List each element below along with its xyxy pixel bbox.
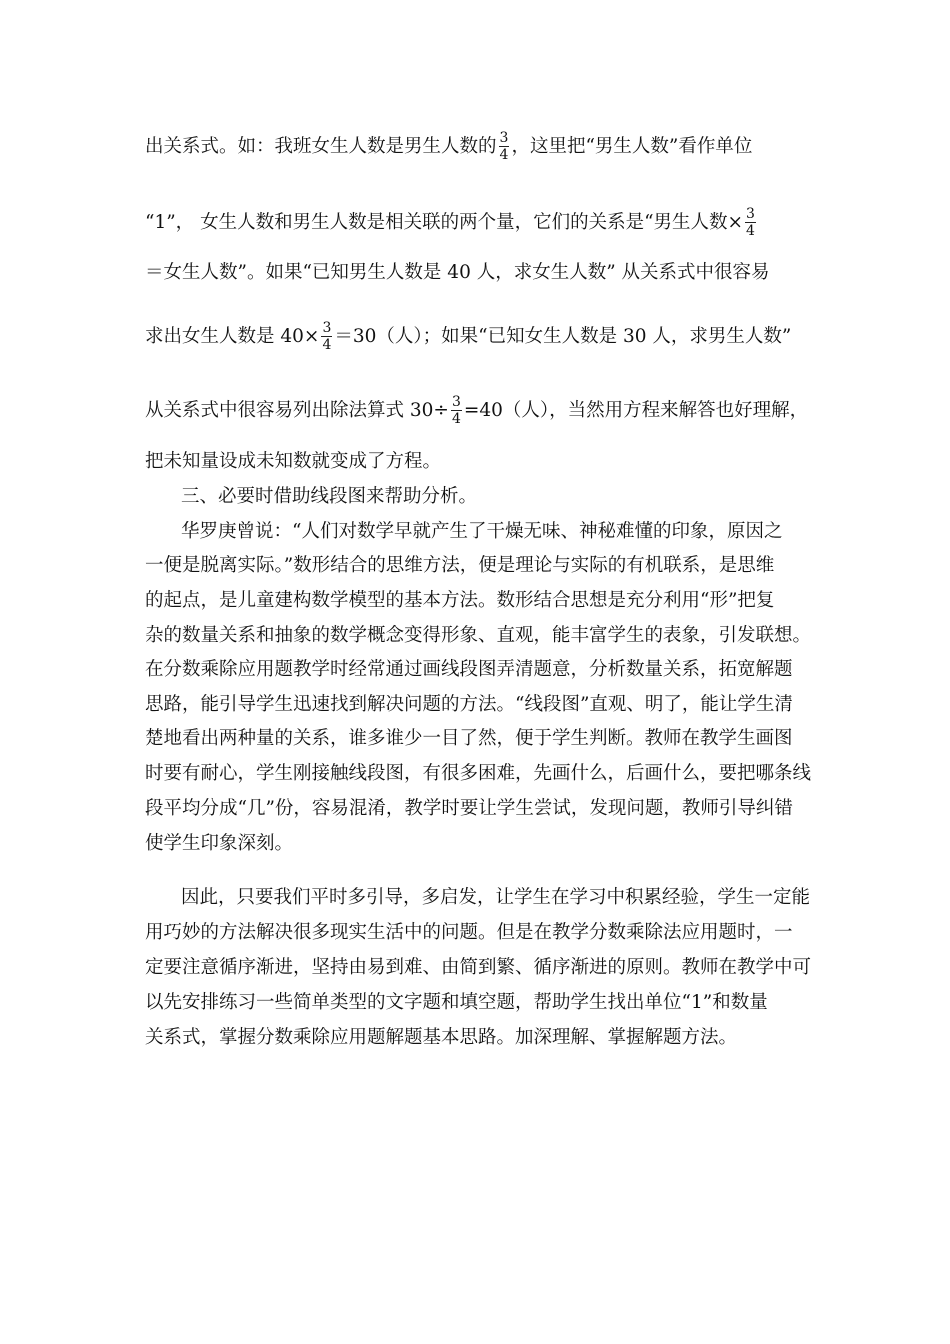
p2-line: 时要有耐心，学生刚接触线段图，有很多困难，先画什么，后画什么，要把哪条线 — [145, 763, 812, 784]
p1-line-4-text-a: 求出女生人数是 40× — [145, 325, 320, 347]
p1-line-4-text-b: ＝30（人）；如果“已知女生人数是 30 人，求男生人数” — [334, 325, 792, 347]
fraction-three-quarters: $\frac{3}{4}$ — [499, 130, 509, 163]
p1-line-4 — [145, 320, 815, 353]
p2-line: 杂的数量关系和抽象的数学概念变得形象、直观，能丰富学生的表象，引发联想。 — [145, 625, 812, 646]
p1-line-6: 把未知量设成未知数就变成了方程。 — [145, 451, 442, 472]
p1-line-5 — [145, 394, 815, 427]
p1-line-1-text-b: ，这里把“男生人数”看作单位 — [511, 135, 753, 157]
p2-line: 一便是脱离实际。”数形结合的思维方法，便是理论与实际的有机联系，是思维 — [145, 555, 775, 576]
p3-line: 因此，只要我们平时多引导，多启发，让学生在学习中积累经验，学生一定能 — [181, 887, 811, 908]
p1-line-3: ＝女生人数”。如果“已知男生人数是 40 人，求女生人数” 从关系式中很容易 — [145, 262, 770, 283]
fraction-three-quarters: $\frac{3}{4}$ — [746, 206, 755, 239]
p2-line: 华罗庚曾说：“人们对数学早就产生了干燥无味、神秘难懂的印象，原因之 — [181, 521, 783, 542]
p3-line: 用巧妙的方法解决很多现实生活中的问题。但是在教学分数乘除法应用题时，一 — [145, 922, 793, 943]
p1-line-2-text-a: “1”， 女生人数和男生人数是相关联的两个量，它们的关系是“男生人数× — [145, 211, 744, 233]
p1-line-5-text-b: =40（人），当然用方程来解答也好理解， — [463, 399, 809, 421]
p2-line: 楚地看出两种量的关系，谁多谁少一目了然，便于学生判断。教师在教学生画图 — [145, 728, 793, 749]
p3-line: 定要注意循序渐进，坚持由易到难、由简到繁、循序渐进的原则。教师在教学中可 — [145, 957, 812, 978]
p2-line: 思路，能引导学生迅速找到解决问题的方法。“线段图”直观、明了，能让学生清 — [145, 694, 793, 715]
fraction-three-quarters: $\frac{3}{4}$ — [322, 320, 332, 353]
section-heading: 三、必要时借助线段图来帮助分析。 — [181, 486, 478, 507]
p3-line: 关系式，掌握分数乘除应用题解题基本思路。加深理解、掌握解题方法。 — [145, 1027, 738, 1048]
p1-line-2 — [145, 206, 815, 239]
p2-line: 在分数乘除应用题教学时经常通过画线段图弄清题意，分析数量关系，拓宽解题 — [145, 659, 793, 680]
p2-line: 的起点，是儿童建构数学模型的基本方法。数形结合思想是充分利用“形”把复 — [145, 590, 775, 611]
p1-line-1-text-a: 出关系式。如：我班女生人数是男生人数的 — [145, 135, 497, 157]
p1-line-5-text-a: 从关系式中很容易列出除法算式 30÷ — [145, 399, 449, 421]
p3-line: 以先安排练习一些简单类型的文字题和填空题，帮助学生找出单位“1”和数量 — [145, 992, 768, 1013]
p2-line: 段平均分成“几”份，容易混淆，教学时要让学生尝试，发现问题，教师引导纠错 — [145, 798, 793, 819]
p1-line-1 — [145, 130, 815, 163]
fraction-three-quarters: $\frac{3}{4}$ — [451, 394, 461, 427]
p2-line: 使学生印象深刻。 — [145, 833, 294, 854]
